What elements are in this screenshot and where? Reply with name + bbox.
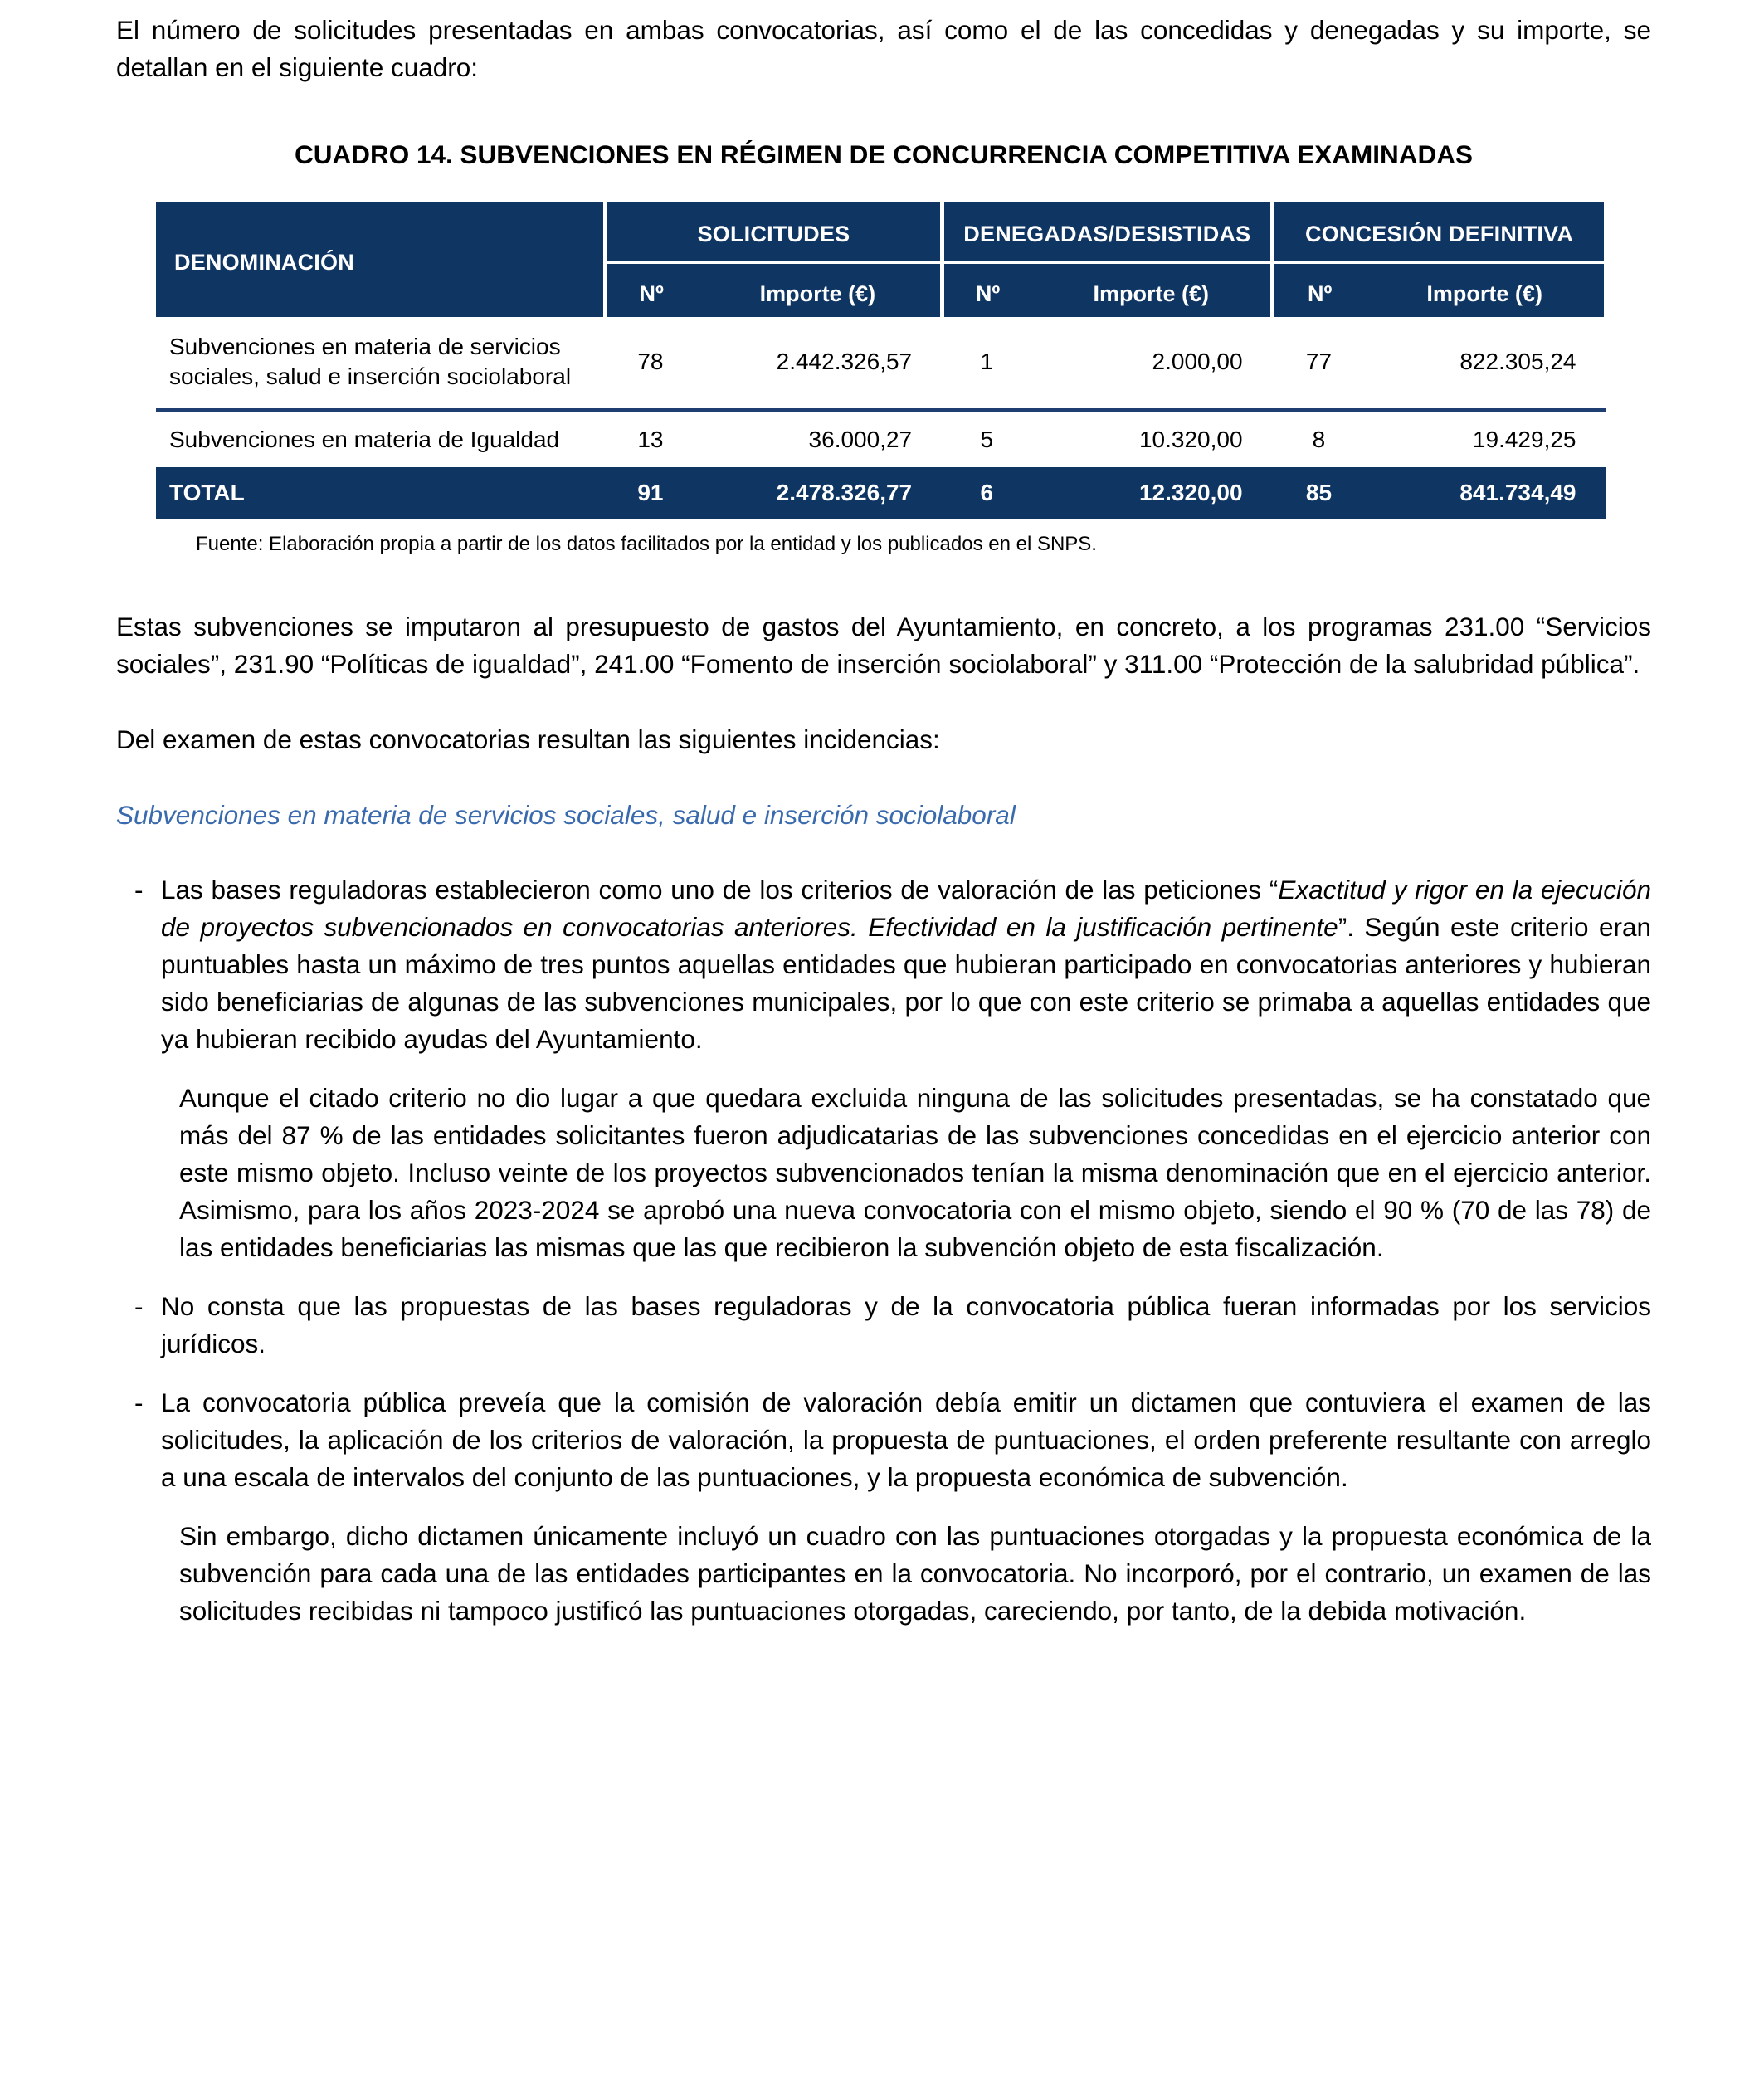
- table-row: [156, 412, 1606, 467]
- spacer: [116, 1363, 1651, 1384]
- spacer: [116, 833, 1651, 871]
- table-head: [156, 202, 1606, 317]
- list-item: [116, 871, 1651, 1058]
- table-body: [156, 317, 1606, 519]
- column-header-denominacion: DENOMINACIÓN: [156, 202, 606, 317]
- paragraph-bullet3-followup: Sin embargo, dicho dictamen únicamente incluyó un cuadro con las puntuaciones otorgadas y la propuesta económica de la subvención para cada una de las entidades participantes en la convocatoria. No incorporó, por el contrario, un examen de las solicitudes recibidas ni tampoco justificó las puntuaciones otorgadas, careciendo, por tanto, de la debida motivación.: [179, 1521, 1651, 1626]
- cell-concesion-n: 77: [1273, 317, 1366, 408]
- column-group-concesion: CONCESIÓN DEFINITIVA: [1273, 202, 1606, 262]
- cell-denegadas-n: 5: [942, 412, 1031, 467]
- cell-total-label: TOTAL: [156, 467, 606, 519]
- list-item-text: No consta que las propuestas de las bases reguladoras y de la convocatoria pública fueran informadas por los servicios jurídicos.: [161, 1291, 1651, 1358]
- column-group-denegadas: DENEGADAS/DESISTIDAS: [942, 202, 1272, 262]
- intro-paragraph: El número de solicitudes presentadas en ambas convocatorias, así como el de las concedidas y denegadas y su importe, se detallan en el siguiente cuadro:: [116, 15, 1651, 82]
- cell-total-concesion-n: 85: [1273, 467, 1366, 519]
- bullet-marker: -: [134, 1291, 144, 1321]
- list-item-text: La convocatoria pública preveía que la comisión de valoración debía emitir un dictamen que contuviera el examen de las solicitudes, la aplicación de los criterios de valoración, la propuesta de puntuaciones, el orden preferente resultante con arreglo a una escala de intervalos del conjunto de las puntuaciones, y la propuesta económica de subvención.: [161, 1387, 1651, 1492]
- paragraph-presupuesto: Estas subvenciones se imputaron al presupuesto de gastos del Ayuntamiento, en concreto, a los programas 231.00 “Servicios sociales”, 231.90 “Políticas de igualdad”, 241.00 “Fomento de inserción sociolaboral” y 311.00 “Protección de la salubridad pública”.: [116, 612, 1651, 679]
- cell-concesion-n: 8: [1273, 412, 1366, 467]
- cell-total-solicitudes-n: 91: [606, 467, 695, 519]
- cell-denominacion: Subvenciones en materia de Igualdad: [156, 412, 606, 467]
- column-header-concesion-importe: Importe (€): [1365, 262, 1606, 317]
- cell-concesion-importe: 822.305,24: [1365, 317, 1606, 408]
- column-header-solicitudes-n: Nº: [606, 262, 695, 317]
- cell-solicitudes-importe: 36.000,27: [695, 412, 942, 467]
- cell-total-denegadas-n: 6: [942, 467, 1031, 519]
- column-header-denegadas-importe: Importe (€): [1031, 262, 1272, 317]
- cell-solicitudes-n: 78: [606, 317, 695, 408]
- spacer: [116, 558, 1651, 608]
- spacer: [116, 1496, 1651, 1518]
- column-header-denegadas-n: Nº: [942, 262, 1031, 317]
- bullet-marker: -: [134, 1387, 144, 1417]
- cell-total-denegadas-importe: 12.320,00: [1031, 467, 1272, 519]
- table-row: [156, 317, 1606, 408]
- spacer: [116, 683, 1651, 721]
- cell-concesion-importe: 19.429,25: [1365, 412, 1606, 467]
- document-page: [0, 12, 1764, 2087]
- column-header-concesion-n: Nº: [1273, 262, 1366, 317]
- cell-solicitudes-importe: 2.442.326,57: [695, 317, 942, 408]
- list-item: [116, 1384, 1651, 1496]
- table-total-row: [156, 467, 1606, 519]
- table-source-note: Fuente: Elaboración propia a partir de los datos facilitados por la entidad y los publicados en el SNPS.: [196, 533, 1097, 555]
- paragraph-bullet1-followup: Aunque el citado criterio no dio lugar a que quedara excluida ninguna de las solicitudes presentadas, se ha constatado que más del 87 % de las entidades solicitantes fueron adjudicatarias de las subvenciones concedidas en el ejercicio anterior con este mismo objeto. Incluso veinte de los proyectos subvencionados tenían la misma denominación que en el ejercicio anterior. Asimismo, para los años 2023-2024 se aprobó una nueva convocatoria con el mismo objeto, siendo el 90 % (70 de las 78) de las entidades beneficiarias las mismas que las que recibieron la subvención objeto de esta fiscalización.: [179, 1083, 1651, 1262]
- table-container: [116, 202, 1651, 558]
- cell-denominacion: Subvenciones en materia de servicios sociales, salud e inserción sociolaboral: [156, 317, 606, 408]
- column-group-solicitudes: SOLICITUDES: [606, 202, 942, 262]
- table-title: CUADRO 14. SUBVENCIONES EN RÉGIMEN DE CONCURRENCIA COMPETITIVA EXAMINADAS: [295, 139, 1473, 169]
- bullet1-tail: ”. Según este criterio eran puntuables hasta un máximo de tres puntos aquellas entidades que hubieran participado en convocatorias anteriores y hubieran sido beneficiarias de algunas de las subvenciones municipales, por lo que con este criterio se primaba a aquellas entidades que ya hubieran recibido ayudas del Ayuntamiento.: [161, 912, 1651, 1054]
- bullet-marker: -: [134, 875, 144, 905]
- cell-denegadas-n: 1: [942, 317, 1031, 408]
- subvenciones-table: [156, 202, 1608, 519]
- cell-denegadas-importe: 2.000,00: [1031, 317, 1272, 408]
- table-header-group-row: [156, 202, 1606, 262]
- cell-solicitudes-n: 13: [606, 412, 695, 467]
- list-item: [116, 1288, 1651, 1363]
- spacer: [116, 1266, 1651, 1288]
- spacer: [116, 86, 1651, 136]
- list-item-text: [161, 871, 1651, 1058]
- column-header-solicitudes-importe: Importe (€): [695, 262, 942, 317]
- spacer: [116, 1058, 1651, 1080]
- cell-denegadas-importe: 10.320,00: [1031, 412, 1272, 467]
- cell-total-solicitudes-importe: 2.478.326,77: [695, 467, 942, 519]
- paragraph-incidencias: Del examen de estas convocatorias resultan las siguientes incidencias:: [116, 724, 940, 754]
- spacer: [116, 758, 1651, 797]
- bullet1-quote: Exactitud y rigor en la ejecución de proyectos subvencionados en convocatorias anteriores. Efectividad en la justificación pertinente: [161, 875, 1651, 942]
- section-subheading: Subvenciones en materia de servicios sociales, salud e inserción sociolaboral: [116, 800, 1016, 830]
- cell-total-concesion-importe: 841.734,49: [1365, 467, 1606, 519]
- bullet1-lead: Las bases reguladoras establecieron como uno de los criterios de valoración de las peticiones “: [161, 875, 1279, 905]
